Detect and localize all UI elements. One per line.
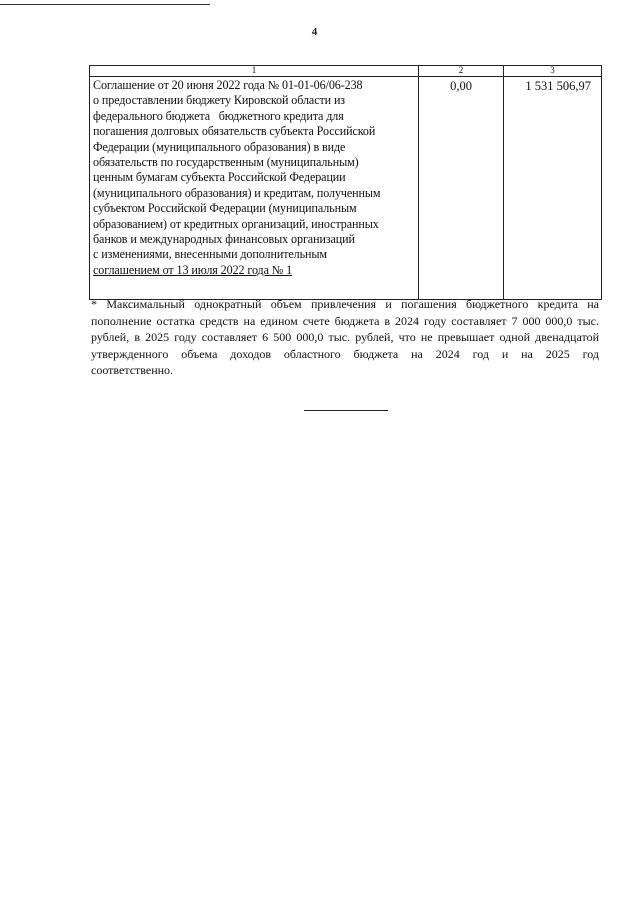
desc-line: банков и международных финансовых организаций (93, 232, 355, 247)
table-header-row (90, 66, 602, 77)
budget-credit-table (89, 65, 602, 300)
column-header-3: 3 (504, 66, 602, 77)
value-cell-col2 (419, 77, 504, 300)
desc-line: ценным бумагам субъекта Российской Федерации (93, 170, 346, 185)
desc-line: с изменениями, внесенными дополнительным (93, 247, 327, 262)
desc-line: о предоставлении бюджету Кировской области из (93, 93, 345, 108)
table-row (90, 77, 602, 300)
column-header-1: 1 (90, 66, 419, 77)
desc-line: (муниципального образования) и кредитам, полученным (93, 185, 381, 200)
desc-line: субъектом Российской Федерации (муниципальным (93, 201, 357, 216)
desc-line: обязательств по государственным (муниципальным) (93, 155, 359, 170)
desc-line: образованием) от кредитных организаций, иностранных (93, 216, 379, 231)
desc-line: Соглашение от 20 июня 2022 года № 01-01-06/06-238 (93, 78, 363, 92)
footnote-line: рублей, в 2025 году составляет 6 500 000,0 тыс. рублей, что не превышает одной двенадцатой (91, 330, 599, 345)
value-cell-col3 (504, 77, 602, 300)
page-number: 4 (311, 26, 318, 38)
column-header-2: 2 (419, 66, 504, 77)
desc-line: соглашением от 13 июля 2022 года № 1 (93, 262, 293, 277)
footnote (91, 296, 599, 379)
footnote-line: * Максимальный однократный объем привлечения и погашения бюджетного кредита на (91, 297, 599, 311)
value-col2: 0,00 (450, 79, 472, 93)
footnote-line: соответственно. (91, 363, 174, 378)
agreement-description-cell (90, 77, 419, 300)
desc-line: федерального бюджета бюджетного кредита для (93, 108, 344, 123)
end-separator-line (304, 410, 388, 411)
desc-line: погашения долговых обязательств субъекта Российской (93, 124, 376, 139)
footnote-line: пополнение остатка средств на едином счете бюджета в 2024 году составляет 7 000 000,0 тыс. (91, 313, 599, 328)
desc-line: Федерации (муниципального образования) в виде (93, 139, 346, 154)
agreement-description (90, 77, 418, 278)
value-col3: 1 531 506,97 (525, 79, 591, 93)
footnote-line: утвержденного объема доходов областного бюджета на 2024 год и на 2025 год (91, 346, 599, 361)
header-rule (0, 4, 210, 5)
